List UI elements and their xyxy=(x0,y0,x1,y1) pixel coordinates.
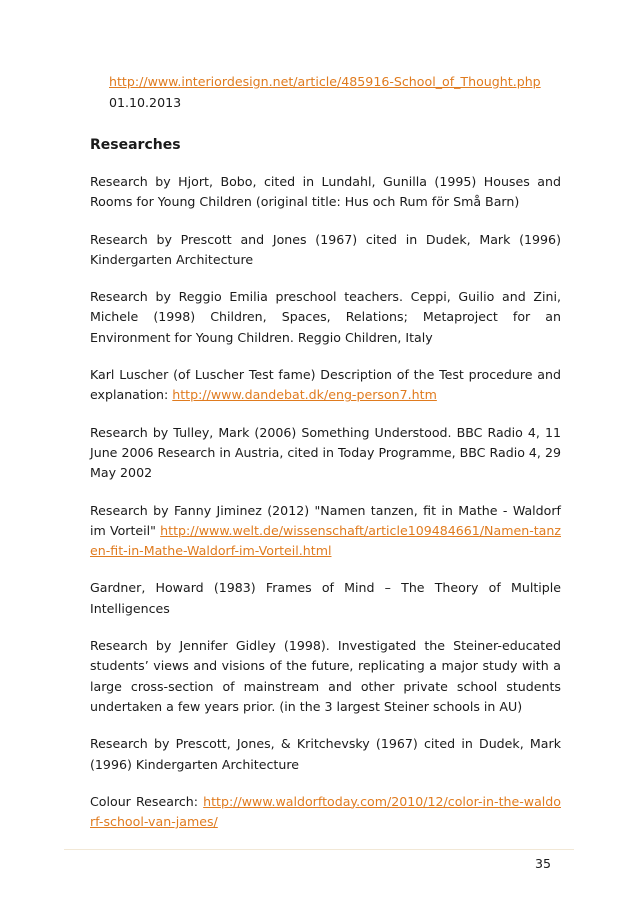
footer-divider xyxy=(64,849,574,850)
reference-text: Research by Hjort, Bobo, cited in Lundahl, Gunilla (1995) Houses and Rooms for Young Children (original title: Hus och Rum för Små Barn) xyxy=(90,174,561,210)
reference-text: Karl Luscher (of Luscher Test fame) Description of the Test procedure and explanation: xyxy=(90,367,561,403)
top-reference xyxy=(109,71,569,113)
reference-item xyxy=(90,172,561,213)
top-reference-date: 01.10.2013 xyxy=(109,95,182,110)
reference-item xyxy=(90,287,561,348)
reference-item xyxy=(90,230,561,271)
reference-item xyxy=(90,578,561,619)
reference-text: Gardner, Howard (1983) Frames of Mind – The Theory of Multiple Intelligences xyxy=(90,580,561,616)
reference-item xyxy=(90,365,561,406)
section-heading: Researches xyxy=(90,137,181,153)
page-number: 35 xyxy=(535,856,552,871)
reference-text: Colour Research: xyxy=(90,793,204,809)
reference-item xyxy=(90,792,561,833)
reference-item xyxy=(90,501,561,562)
reference-item xyxy=(90,734,561,775)
reference-text: Research by Reggio Emilia preschool teachers. Ceppi, Guilio and Zini, Michele (1998) Children, Spaces, Relations; Metaproject for an Environment for Young Children. Reggio Children, Italy xyxy=(90,289,561,345)
reference-link[interactable]: http://www.waldorftoday.com/2010/12/color-in-the-waldorf-school-van-james/ xyxy=(90,793,561,830)
reference-text: Research by Prescott, Jones, & Kritchevsky (1967) cited in Dudek, Mark (1996) Kindergarten Architecture xyxy=(90,736,561,772)
reference-link[interactable]: http://www.welt.de/wissenschaft/article109484661/Namen-tanzen-fit-in-Mathe-Waldorf-im-Vorteil.html xyxy=(90,522,561,559)
reference-text: Research by Prescott and Jones (1967) cited in Dudek, Mark (1996) Kindergarten Architecture xyxy=(90,231,561,267)
top-reference-link[interactable]: http://www.interiordesign.net/article/485916-School_of_Thought.php xyxy=(109,74,541,89)
reference-list xyxy=(90,172,561,849)
reference-text: Research by Tulley, Mark (2006) Something Understood. BBC Radio 4, 11 June 2006 Research in Austria, cited in Today Programme, BBC Radio 4, 29 May 2002 xyxy=(90,424,561,481)
reference-item xyxy=(90,423,561,484)
reference-item xyxy=(90,636,561,717)
reference-text: Research by Fanny Jiminez (2012) "Namen tanzen, fit in Mathe - Waldorf im Vorteil" xyxy=(90,502,561,538)
reference-link[interactable]: http://www.dandebat.dk/eng-person7.htm xyxy=(172,387,437,403)
reference-text: Research by Jennifer Gidley (1998). Investigated the Steiner-educated students’ views and visions of the future, replicating a major study with a large cross-section of mainstream and other private school students undertaken a few years prior. (in the 3 largest Steiner schools in AU) xyxy=(90,638,561,714)
